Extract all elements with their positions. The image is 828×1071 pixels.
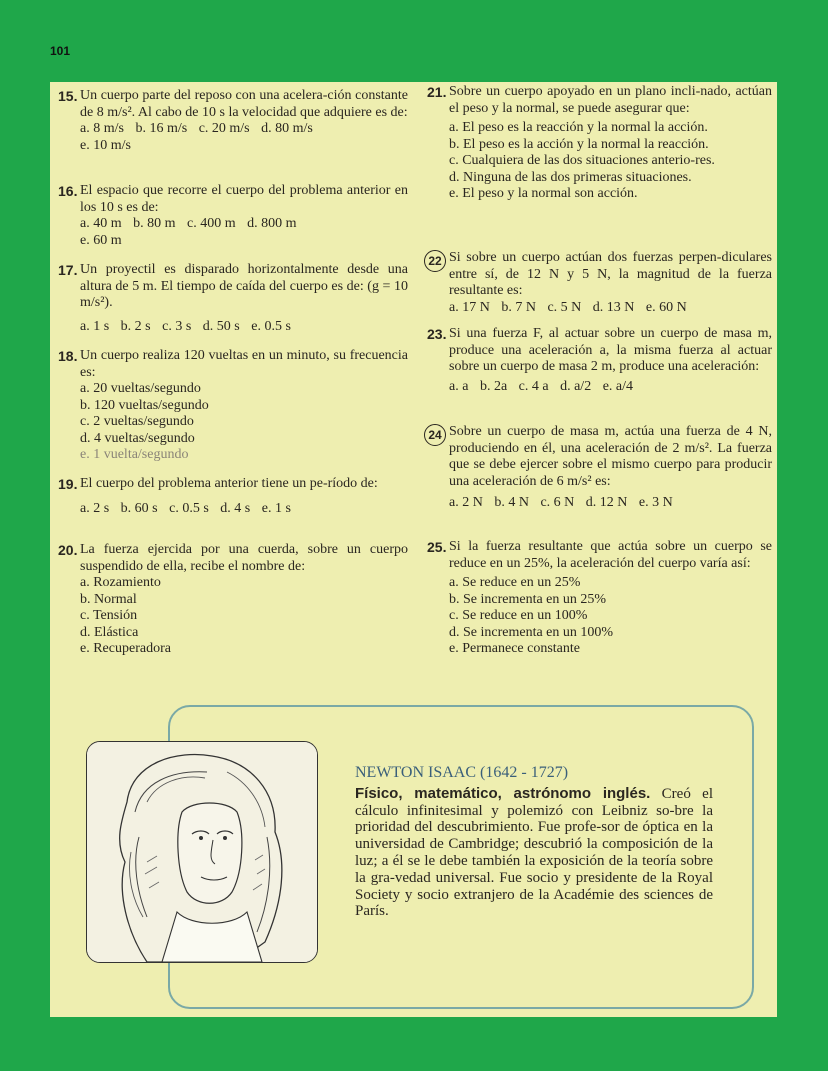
option-d: d. Elástica	[80, 624, 139, 640]
options-row	[449, 300, 772, 317]
question-21	[427, 84, 772, 203]
newton-portrait	[86, 741, 318, 963]
question-24	[427, 424, 772, 512]
option-e: e. El peso y la normal son acción.	[449, 186, 638, 201]
option-a: a. 20 vueltas/segundo	[80, 381, 201, 396]
question-text: Sobre un cuerpo de masa m, actúa una fuerza de 4 N, produciendo en él, una aceleración de 2 m/s². La fuerza que se debe ejercer sobre el mismo cuerpo para producir una aceleración de 6 m/s² es:	[449, 424, 772, 489]
bio-text: Creó el cálculo infinitesimal y polemizó con Leibniz so-bre la prioridad del descubrimiento. Fue profe-sor de óptica en la universidad de Cambridge; descubrió la composición de la luz; a él se le debe también la exposición de la teoría sobre la gra-vedad universal. Fue socio y presidente de la Royal Society y socio extranjero de la Académie des sciences de París.	[355, 785, 713, 920]
page-number: 101	[50, 44, 71, 58]
option-b: b. 7 N	[501, 299, 536, 315]
question-15	[58, 88, 408, 154]
option-e: e. 3 N	[638, 495, 673, 510]
question-text: Un cuerpo realiza 120 vueltas en un minuto, su frecuencia es:	[80, 348, 408, 380]
option-d: d. 4 s	[220, 500, 251, 516]
question-number: 18.	[58, 348, 78, 364]
option-e: e. Recuperadora	[80, 641, 171, 656]
option-a: a. 40 m	[80, 216, 122, 231]
option-a: a. a	[449, 378, 469, 394]
bio-title: NEWTON ISAAC (1642 - 1727)	[355, 764, 569, 781]
options-row	[80, 216, 408, 233]
question-25	[427, 539, 772, 658]
question-number: 15.	[58, 88, 78, 104]
option-d: d. 50 s	[202, 318, 240, 334]
option-a: a. 2 s	[80, 500, 110, 516]
question-number-circled: 22	[424, 250, 446, 272]
options-row	[449, 379, 772, 396]
question-text: La fuerza ejercida por una cuerda, sobre un cuerpo suspendido de ella, recibe el nombre de:	[80, 542, 408, 574]
option-b: b. 2a	[479, 378, 508, 394]
question-text: Si la fuerza resultante que actúa sobre un cuerpo se reduce en un 25%, la aceleración del cuerpo varía así:	[449, 539, 772, 571]
question-number: 20.	[58, 542, 78, 558]
option-b: b. El peso es la acción y la normal la reacción.	[449, 136, 709, 152]
option-b: b. 80 m	[133, 216, 176, 231]
option-d: d. 800 m	[247, 216, 297, 231]
option-d: d. 13 N	[592, 299, 635, 315]
option-b: b. 16 m/s	[135, 121, 188, 136]
option-c: c. Se reduce en un 100%	[449, 608, 588, 623]
option-c: c. 6 N	[540, 495, 575, 510]
question-17	[58, 262, 408, 335]
option-e: e. 60 m	[80, 232, 122, 248]
question-number: 19.	[58, 476, 78, 492]
question-number: 23.	[427, 326, 447, 342]
option-b: b. 2 s	[120, 318, 151, 334]
question-number: 21.	[427, 84, 447, 100]
question-number: 25.	[427, 539, 447, 555]
option-d: d. Ninguna de las dos primeras situaciones.	[449, 169, 692, 185]
question-text: Si sobre un cuerpo actúan dos fuerzas perpen-diculares entre sí, de 12 N y 5 N, la magnitud de la fuerza resultante es:	[449, 250, 772, 298]
option-a: a. 1 s	[80, 318, 110, 334]
option-e: e. 1 vuelta/segundo	[80, 447, 189, 462]
option-a: a. 2 N	[449, 495, 483, 510]
option-a: a. 17 N	[449, 299, 490, 315]
option-b: b. 4 N	[494, 495, 529, 510]
portrait-illustration	[87, 742, 317, 962]
option-c: c. 2 vueltas/segundo	[80, 414, 194, 429]
option-e: e. 1 s	[261, 500, 291, 516]
question-number-circled: 24	[424, 424, 446, 446]
option-b: b. Se incrementa en un 25%	[449, 591, 607, 607]
question-19	[58, 476, 408, 517]
option-e: e. 10 m/s	[80, 137, 131, 153]
option-d: d. 12 N	[585, 495, 628, 510]
options-row	[80, 319, 408, 336]
option-c: c. 0.5 s	[169, 500, 209, 516]
question-number: 16.	[58, 183, 78, 199]
question-22	[427, 250, 772, 316]
option-e: e. Permanece constante	[449, 641, 580, 656]
option-d: d. 4 vueltas/segundo	[80, 430, 195, 446]
option-b: b. 60 s	[120, 500, 158, 516]
options-row	[80, 501, 408, 518]
options-row	[449, 495, 772, 512]
option-b: b. 120 vueltas/segundo	[80, 397, 209, 413]
option-a: a. El peso es la reacción y la normal la acción.	[449, 120, 708, 135]
bio-lead: Físico, matemático, astrónomo inglés.	[355, 784, 651, 802]
question-16	[58, 183, 408, 249]
question-20	[58, 542, 408, 658]
option-d: d. 80 m/s	[261, 121, 313, 136]
option-d: d. Se incrementa en un 100%	[449, 624, 614, 640]
options-row	[80, 121, 408, 138]
question-text: Un cuerpo parte del reposo con una acelera-ción constante de 8 m/s². Al cabo de 10 s la velocidad que adquiere es de:	[80, 88, 408, 120]
option-e: e. 60 N	[645, 299, 687, 315]
bio-body	[355, 786, 713, 920]
option-c: c. 3 s	[162, 318, 192, 334]
option-b: b. Normal	[80, 591, 137, 607]
option-c: c. Tensión	[80, 608, 138, 623]
question-text: Si una fuerza F, al actuar sobre un cuerpo de masa m, produce una aceleración a, la misma fuerza al actuar sobre un cuerpo de masa 2 m, produce una aceleración:	[449, 326, 772, 374]
question-text: El espacio que recorre el cuerpo del problema anterior en los 10 s es de:	[80, 183, 408, 215]
option-c: c. 20 m/s	[198, 121, 250, 136]
option-c: c. 5 N	[547, 299, 582, 315]
option-c: c. 4 a	[518, 378, 549, 394]
option-e: e. 0.5 s	[251, 318, 291, 334]
option-d: d. a/2	[560, 378, 592, 394]
option-a: a. 8 m/s	[80, 121, 124, 136]
textbook-page	[50, 82, 777, 1017]
question-number: 17.	[58, 262, 78, 278]
option-e: e. a/4	[602, 378, 634, 394]
option-a: a. Rozamiento	[80, 575, 161, 590]
question-text: Un proyectil es disparado horizontalmente desde una altura de 5 m. El tiempo de caída del cuerpo es de: (g = 10 m/s²).	[80, 262, 408, 310]
question-text: El cuerpo del problema anterior tiene un pe-ríodo de:	[80, 476, 378, 491]
option-c: c. 400 m	[187, 216, 236, 231]
question-text: Sobre un cuerpo apoyado en un plano incli-nado, actúan el peso y la normal, se puede asegurar que:	[449, 84, 772, 116]
question-23	[427, 326, 772, 395]
option-a: a. Se reduce en un 25%	[449, 575, 581, 590]
newton-bio	[355, 765, 713, 920]
question-18	[58, 348, 408, 464]
option-c: c. Cualquiera de las dos situaciones anterio-res.	[449, 153, 715, 168]
